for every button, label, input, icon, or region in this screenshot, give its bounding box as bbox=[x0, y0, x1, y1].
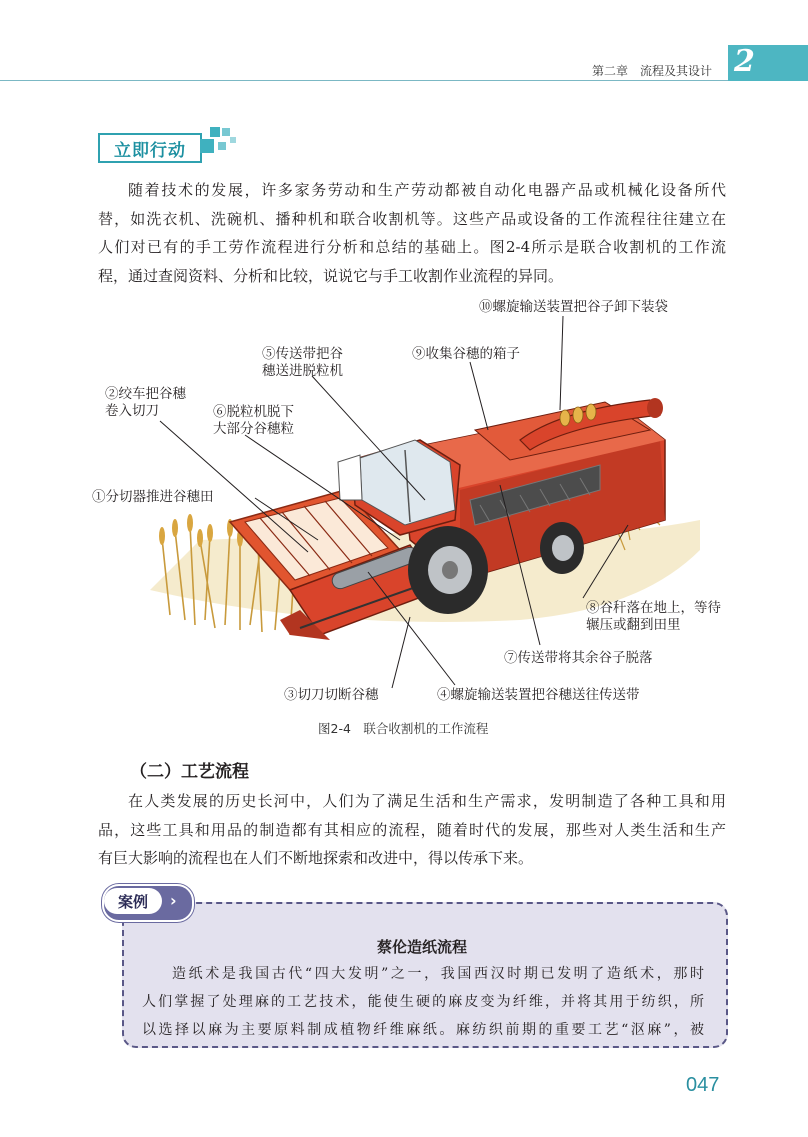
callout-5-line2: 穗送进脱粒机 bbox=[262, 363, 343, 379]
chapter-title: 流程及其设计 bbox=[640, 64, 713, 78]
callout-1: ①分切器推进谷穗田 bbox=[92, 489, 214, 505]
front-wheel bbox=[408, 526, 488, 614]
paragraph-line: 人们对已有的手工劳作流程进行分析和总结的基础上。图2-4所示是联合收割机的工作流 bbox=[98, 238, 726, 256]
action-heading bbox=[98, 133, 202, 163]
callout-8 bbox=[586, 600, 721, 634]
callout-4: ④螺旋输送装置把谷穗送往传送带 bbox=[437, 687, 640, 703]
case-text bbox=[142, 960, 704, 1044]
paragraph-line: 在人类发展的历史长河中，人们为了满足生活和生产需求，发明制造了各种工具和用 bbox=[128, 792, 726, 810]
chevron-right-icon: › bbox=[170, 891, 177, 910]
rear-wheel bbox=[540, 522, 584, 574]
paragraph-line: 随着技术的发展，许多家务劳动和生产劳动都被自动化电器产品或机械化设备所代 bbox=[128, 181, 726, 199]
running-header bbox=[592, 62, 712, 79]
decor-square bbox=[218, 142, 226, 150]
decor-square bbox=[200, 139, 214, 153]
case-title: 蔡伦造纸流程 bbox=[376, 938, 467, 956]
callout-2-line2: 卷入切刀 bbox=[105, 403, 159, 419]
action-paragraph bbox=[98, 176, 726, 290]
case-line: 以选择以麻为主要原料制成植物纤维麻纸。麻纺织前期的重要工艺“沤麻”，被 bbox=[142, 1022, 704, 1038]
paragraph-line: 替，如洗衣机、洗碗机、播种机和联合收割机等。这些产品或设备的工作流程往往建立在 bbox=[98, 209, 726, 228]
callout-8-line2: 辗压或翻到田里 bbox=[586, 617, 681, 633]
section-heading: （二）工艺流程 bbox=[130, 762, 249, 782]
callout-2-line1: ②绞车把谷穗 bbox=[105, 386, 186, 402]
chapter-label: 第二章 bbox=[592, 64, 629, 78]
callout-10: ⑩螺旋输送装置把谷子卸下装袋 bbox=[479, 299, 668, 315]
paragraph-line: 程，通过查阅资料、分析和比较，说说它与手工收割作业流程的异同。 bbox=[98, 266, 564, 285]
callout-5-line1: ⑤传送带把谷 bbox=[262, 346, 343, 362]
callout-7: ⑦传送带将其余谷子脱落 bbox=[504, 650, 653, 666]
action-heading-label: 立即行动 bbox=[114, 140, 186, 161]
callout-6-line2: 大部分谷穗粒 bbox=[213, 421, 294, 437]
callout-3: ③切刀切断谷穗 bbox=[284, 687, 379, 703]
case-tab-label: 案例 bbox=[104, 888, 162, 914]
callout-8-line1: ⑧谷秆落在地上，等待 bbox=[586, 600, 721, 616]
case-line: 人们掌握了处理麻的工艺技术，能使生硬的麻皮变为纤维，并将其用于纺织，所 bbox=[142, 994, 704, 1010]
paragraph-line: 品，这些工具和用品的制造都有其相应的流程，随着时代的发展，那些对人类生活和生产 bbox=[98, 820, 726, 839]
header-rule bbox=[0, 80, 728, 81]
chapter-number: 2 bbox=[734, 44, 755, 79]
case-line: 造纸术是我国古代“四大发明”之一，我国西汉时期已发明了造纸术，那时 bbox=[172, 966, 704, 982]
paragraph-line: 有巨大影响的流程也在人们不断地探索和改进中，得以传承下来。 bbox=[98, 849, 534, 867]
figure-caption: 图2-4 联合收割机的工作流程 bbox=[318, 721, 489, 736]
section-paragraph bbox=[98, 787, 726, 873]
callout-5 bbox=[262, 346, 343, 380]
decor-square bbox=[222, 128, 230, 136]
callout-2 bbox=[105, 386, 186, 420]
decor-square bbox=[230, 137, 236, 143]
callout-6 bbox=[213, 404, 294, 438]
callout-9: ⑨收集谷穗的箱子 bbox=[412, 346, 520, 362]
page-number: 047 bbox=[686, 1074, 720, 1096]
callout-6-line1: ⑥脱粒机脱下 bbox=[213, 404, 294, 420]
decor-square bbox=[210, 127, 220, 137]
